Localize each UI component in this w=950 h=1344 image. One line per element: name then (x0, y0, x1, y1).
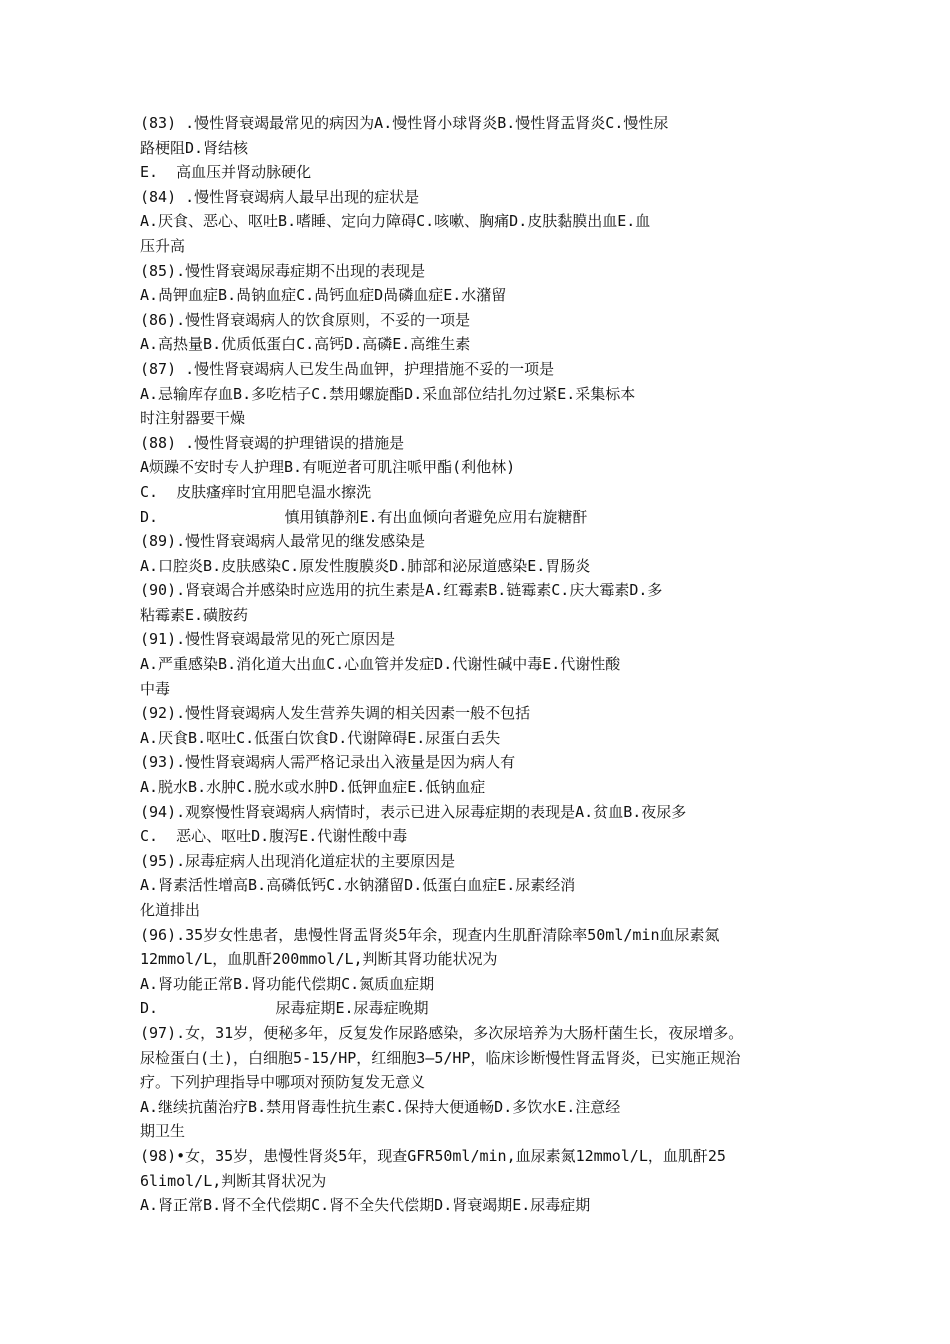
text-line: 疗。下列护理指导中哪项对预防复发无意义 (140, 1073, 426, 1092)
text-line: A.口腔炎B.皮肤感染C.原发性腹膜炎D.肺部和泌尿道感染E.胃肠炎 (140, 556, 591, 575)
text-line: A.肾素活性增高B.高磷低钙C.水钠潴留D.低蛋白血症E.尿素经消 (140, 876, 576, 895)
text-line: (92).慢性肾衰竭病人发生营养失调的相关因素一般不包括 (140, 704, 531, 723)
text-line: 压升高 (140, 236, 186, 255)
text-line: 6limol/L,判断其肾状况为 (140, 1171, 327, 1190)
text-line: 时注射器要干燥 (140, 409, 246, 428)
text-line: (90).肾衰竭合并感染时应选用的抗生素是A.红霉素B.链霉素C.庆大霉素D.多 (140, 581, 663, 600)
text-line: (89).慢性肾衰竭病人最常见的继发感染是 (140, 532, 426, 551)
text-line: A烦躁不安时专人护理B.有呃逆者可肌注哌甲酯(利他林) (140, 458, 516, 477)
text-line: A.继续抗菌治疗B.禁用肾毒性抗生素C.保持大便通畅D.多饮水E.注意经 (140, 1097, 621, 1116)
text-line: A.肾功能正常B.肾功能代偿期C.氮质血症期 (140, 974, 435, 993)
text-line: (97).女，31岁，便秘多年，反复发作尿路感染，多次尿培养为大肠杆菌生长，夜尿增多。 (140, 1023, 744, 1042)
text-line: (88) .慢性肾衰竭的护理错误的措施是 (140, 433, 405, 452)
text-line: A.咼钾血症B.咼钠血症C.咼钙血症D咼磷血症E.水潴留 (140, 286, 507, 305)
text-line: A.厌食B.呕吐C.低蛋白饮食D.代谢障碍E.尿蛋白丢失 (140, 728, 501, 747)
text-line: C. 恶心、呕吐D.腹泻E.代谢性酸中毒 (140, 827, 408, 846)
text-line: A.肾正常B.肾不全代偿期C.肾不全失代偿期D.肾衰竭期E.尿毒症期 (140, 1196, 591, 1215)
text-line: A.忌输库存血B.多吃桔子C.禁用螺旋酯D.采血部位结扎勿过紧E.采集标本 (140, 384, 636, 403)
text-line: E. 高血压并肾动脉硬化 (140, 163, 312, 182)
text-line: (94).观察慢性肾衰竭病人病情时，表示已进入尿毒症期的表现是A.贫血B.夜尿多 (140, 802, 687, 821)
text-line: 粘霉素E.磺胺药 (140, 605, 249, 624)
text-line: A.厌食、恶心、呕吐B.嗜睡、定向力障碍C.咳嗽、胸痛D.皮肤黏膜出血E.血 (140, 212, 651, 231)
question-text-block (140, 111, 840, 1218)
text-line: (85).慢性肾衰竭尿毒症期不出现的表现是 (140, 261, 426, 280)
text-line: D. 慎用镇静剂E.有出血倾向者避免应用右旋糖酐 (140, 507, 588, 526)
text-line: 路梗阻D.肾结核 (140, 138, 249, 157)
text-line: (95).尿毒症病人出现消化道症状的主要原因是 (140, 851, 456, 870)
text-line: (87) .慢性肾衰竭病人已发生咼血钾，护理措施不妥的一项是 (140, 359, 555, 378)
text-line: 化道排出 (140, 901, 201, 919)
text-line: (93).慢性肾衰竭病人需严格记录出入液量是因为病人有 (140, 753, 516, 772)
text-line: C. 皮肤瘙痒时宜用肥皂温水擦洗 (140, 482, 372, 501)
text-line: 尿检蛋白(土)，白细胞5-15/HP，红细胞3—5/HP，临床诊断慢性肾盂肾炎，已实施正规治 (140, 1048, 741, 1067)
text-line: 中毒 (140, 679, 171, 698)
text-line: 期卫生 (140, 1122, 186, 1141)
text-line: (86).慢性肾衰竭病人的饮食原则，不妥的一项是 (140, 310, 471, 329)
text-line: (96).35岁女性患者，患慢性肾盂肾炎5年余，现查内生肌酐清除率50ml/min血尿素氮 (140, 925, 720, 944)
text-line: (98)•女，35岁，患慢性肾炎5年，现查GFR50ml/min,血尿素氮12mmol/L，血肌酐25 (140, 1146, 726, 1165)
text-line: A.高热量B.优质低蛋白C.高钙D.高磷E.高维生素 (140, 335, 471, 354)
text-line: (91).慢性肾衰竭最常见的死亡原因是 (140, 630, 396, 649)
text-line: A.严重感染B.消化道大出血C.心血管并发症D.代谢性碱中毒E.代谢性酸 (140, 655, 621, 674)
text-line: (84) .慢性肾衰竭病人最早出现的症状是 (140, 187, 420, 206)
text-line: D. 尿毒症期E.尿毒症晚期 (140, 999, 429, 1018)
text-line: 12mmol/L，血肌酐200mmol/L,判断其肾功能状况为 (140, 950, 498, 969)
text-line: (83) .慢性肾衰竭最常见的病因为A.慢性肾小球肾炎B.慢性肾盂肾炎C.慢性尿 (140, 114, 669, 132)
text-line: A.脱水B.水肿C.脱水或水肿D.低钾血症E.低钠血症 (140, 778, 486, 797)
